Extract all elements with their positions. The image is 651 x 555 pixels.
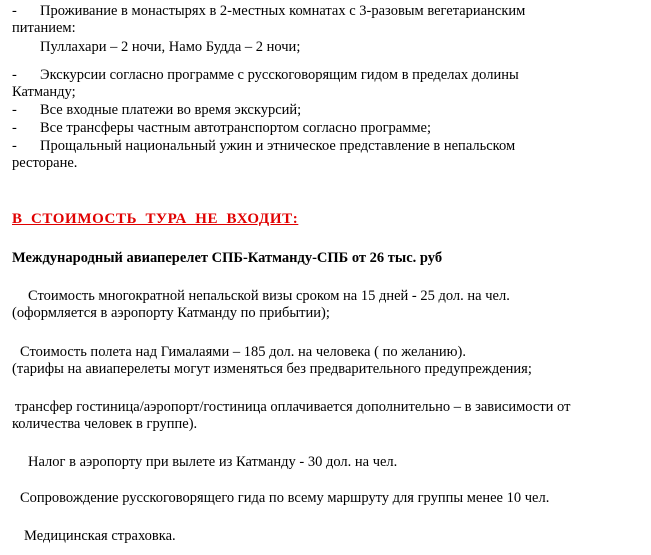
himalaya-line: Стоимость полета над Гималаями – 185 дол. на человека ( по желанию). <box>20 344 466 360</box>
included-item-accommodation <box>12 3 525 56</box>
airport-tax: Налог в аэропорту при вылете из Катманду - 30 дол. на чел. <box>28 454 398 470</box>
guide-cost: Сопровождение русскоговорящего гида по всему маршруту для группы менее 10 чел. <box>20 490 550 506</box>
item-text: питанием: <box>12 20 76 36</box>
included-item-fees <box>12 102 301 119</box>
item-subtext: Пуллахари – 2 ночи, Намо Будда – 2 ночи; <box>40 39 301 55</box>
bullet-dash: - <box>12 120 17 136</box>
transfer-note <box>12 399 570 433</box>
item-text: Все входные платежи во время экскурсий; <box>40 102 302 118</box>
item-text: Все трансферы частным автотранспортом согласно программе; <box>40 120 432 136</box>
bullet-dash: - <box>12 3 17 19</box>
item-text: Проживание в монастырях в 2-местных комнатах с 3-разовым вегетарианским <box>40 3 526 19</box>
bullet-dash: - <box>12 102 17 118</box>
himalaya-line: (тарифы на авиаперелеты могут изменяться без предварительного предупреждения; <box>12 361 532 377</box>
transfer-line: трансфер гостиница/аэропорт/гостиница оплачивается дополнительно – в зависимости от <box>15 399 571 415</box>
item-text: Прощальный национальный ужин и этническое представление в непальском <box>40 138 516 154</box>
item-text: Экскурсии согласно программе с русскоговорящим гидом в пределах долины <box>40 67 519 83</box>
included-item-dinner <box>12 138 515 172</box>
insurance: Медицинская страховка. <box>24 528 176 544</box>
himalaya-flight-cost <box>12 344 532 378</box>
transfer-line: количества человек в группе). <box>12 416 198 432</box>
item-text: Катманду; <box>12 84 76 100</box>
visa-line: Стоимость многократной непальской визы сроком на 15 дней - 25 дол. на чел. <box>28 288 510 304</box>
item-text: ресторане. <box>12 155 78 171</box>
visa-cost <box>12 288 510 322</box>
not-included-heading: В СТОИМОСТЬ ТУРА НЕ ВХОДИТ: <box>12 211 299 227</box>
bullet-dash: - <box>12 138 17 154</box>
visa-line: (оформляется в аэропорту Катманду по прибытии); <box>12 305 330 321</box>
included-item-excursions <box>12 67 519 101</box>
included-item-transfers <box>12 120 431 137</box>
flight-cost: Международный авиаперелет СПБ-Катманду-СПБ от 26 тыс. руб <box>12 250 443 266</box>
bullet-dash: - <box>12 67 17 83</box>
